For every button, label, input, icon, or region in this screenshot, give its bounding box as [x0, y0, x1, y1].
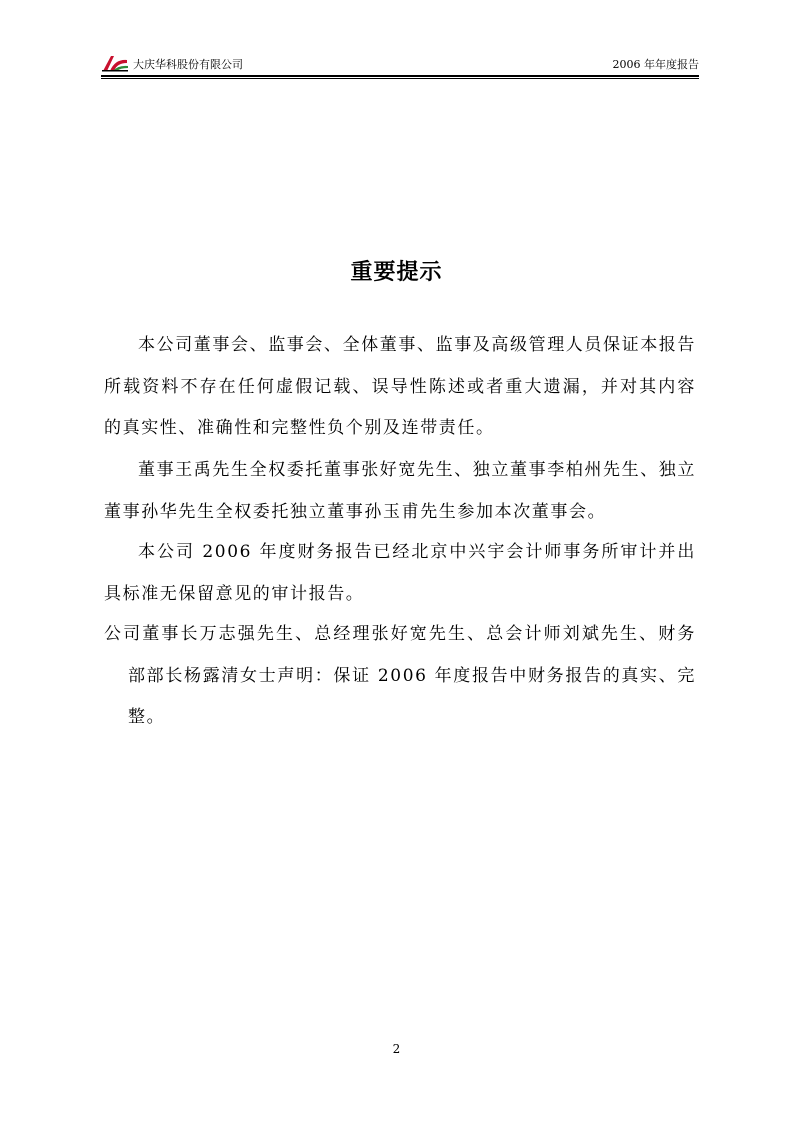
- paragraph-responsibility: 本公司董事会、监事会、全体董事、监事及高级管理人员保证本报告所载资料不存在任何虚假记载、误导性陈述或者重大遗漏，并对其内容的真实性、准确性和完整性负个别及连带责任。: [104, 335, 696, 438]
- paragraph-declaration: [104, 614, 696, 739]
- page-header: [101, 50, 699, 76]
- paragraph-audit: 本公司 2006 年度财务报告已经北京中兴宇会计师事务所审计并出具标准无保留意见的审计报告。: [104, 542, 696, 604]
- paragraph-board-proxy: 董事王禹先生全权委托董事张好宽先生、独立董事李柏州先生、独立董事孙华先生全权委托独立董事孙玉甫先生参加本次董事会。: [104, 460, 696, 522]
- section-title: 重要提示: [350, 260, 443, 285]
- header-divider-thin: [101, 78, 699, 79]
- paragraph-declaration-text: 公司董事长万志强先生、总经理张好宽先生、总会计师刘斌先生、财务部部长杨露清女士声明：保证 2006 年度报告中财务报告的真实、完整。: [104, 624, 696, 727]
- header-divider-thick: [101, 75, 699, 77]
- page-number: 2: [392, 1042, 401, 1056]
- company-name: 大庆华科股份有限公司: [133, 58, 243, 71]
- report-title: 2006 年年度报告: [612, 58, 699, 71]
- company-logo-icon: [101, 54, 129, 72]
